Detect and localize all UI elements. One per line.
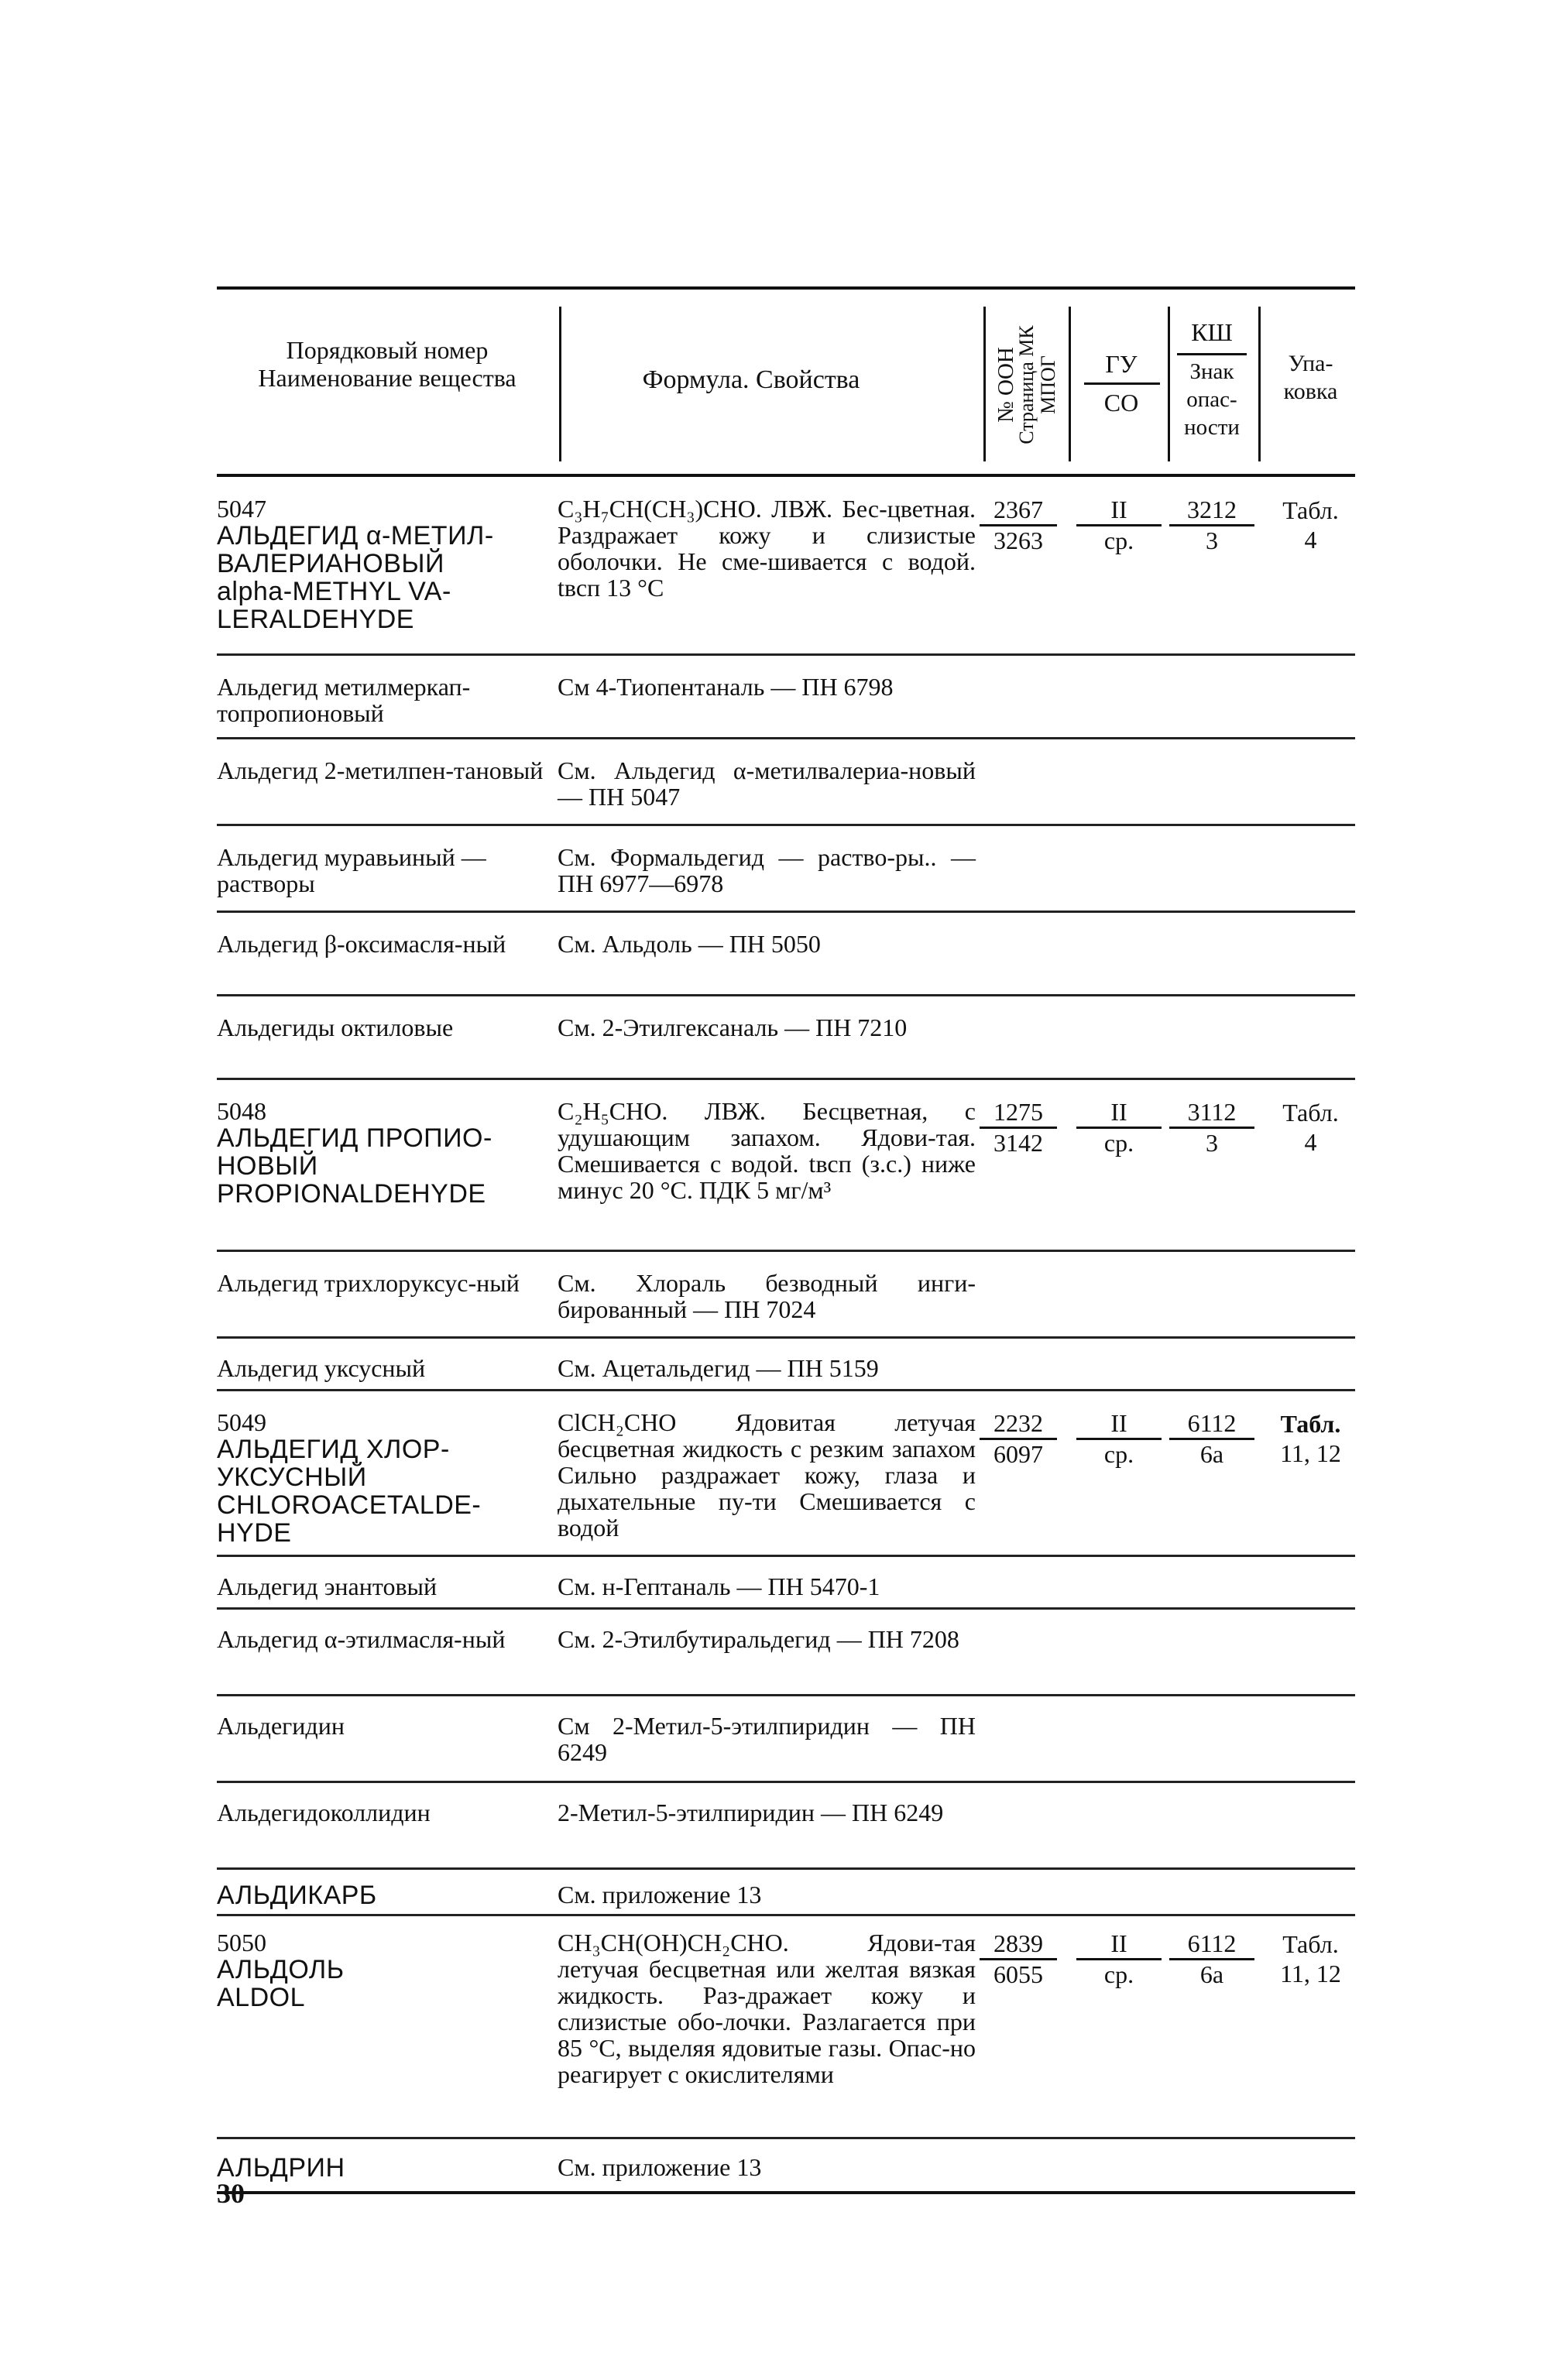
row-separator	[217, 1607, 1355, 1610]
pack-label: Табл.	[1282, 1099, 1339, 1127]
entry-row	[217, 1339, 1355, 1392]
header-gu-bar	[1084, 382, 1160, 385]
entry-name: Альдегид 2-метилпен-тановый	[217, 756, 544, 784]
row-separator	[217, 911, 1355, 913]
header-gu: ГУ	[1105, 350, 1138, 378]
entry-name: Альдегид β-оксимасля-ный	[217, 930, 506, 958]
ksh-value: 3212	[1169, 496, 1254, 526]
entry-number: 5048	[217, 1097, 266, 1125]
entry-row	[217, 740, 1355, 827]
entry-description: См. приложение 13	[558, 1881, 762, 1908]
row-separator	[217, 1781, 1355, 1783]
header-ksh: КШ	[1191, 318, 1233, 346]
header-co: СО	[1103, 389, 1139, 417]
pack-value: 4	[1304, 526, 1317, 554]
document-page	[217, 286, 1355, 2194]
entry-gu-co	[1076, 1409, 1162, 1469]
pack-value: 4	[1304, 1128, 1317, 1156]
entry-name: АЛЬДРИН	[217, 2153, 345, 2183]
header-formula-col: Формула. Свойства	[642, 365, 860, 394]
co-value: ср.	[1103, 1960, 1134, 1988]
entry-un-page	[980, 1409, 1057, 1469]
entry-pack	[1266, 1409, 1355, 1468]
entry-title-en: CHLOROACETALDE-HYDE	[217, 1490, 482, 1548]
entry-row	[217, 1917, 1355, 2140]
entry-name: Альдегид α-этилмасля-ный	[217, 1625, 506, 1653]
header-un-col: № ООН	[993, 347, 1018, 423]
entry-description: CH₃CH(OH)CH₂CHO. Ядови-тая летучая бесцветная или желтая вязкая жидкость. Раз-дражает кожу и слизистые обо-лочки. Разлагается при 85 °C, выделяя ядовитые газы. Опас-но реагирует с окислителями	[558, 1929, 976, 2088]
header-name-col: Порядковый номер Наименование вещества	[258, 336, 516, 392]
row-separator	[217, 1250, 1355, 1252]
entry-number: 5049	[217, 1408, 266, 1436]
page-number: 30	[217, 2178, 245, 2209]
co-value: ср.	[1103, 526, 1134, 554]
ksh-value: 3112	[1169, 1098, 1254, 1129]
row-separator	[217, 1389, 1355, 1391]
pack-value: 11, 12	[1280, 1439, 1341, 1467]
entry-name: Альдегид уксусный	[217, 1354, 426, 1382]
entry-name: Альдегидин	[217, 1712, 345, 1740]
header-divider	[983, 307, 986, 461]
entry-un-page	[980, 1929, 1057, 1989]
entry-title: АЛЬДЕГИД α-МЕТИЛ-ВАЛЕРИАНОВЫЙ	[217, 521, 494, 578]
entry-un-page	[980, 1098, 1057, 1157]
entry-row	[217, 477, 1355, 657]
entry-row	[217, 827, 1355, 914]
entry-row	[217, 1697, 1355, 1784]
entry-description: C₃H₇CH(CH₃)CHO. ЛВЖ. Бес-цветная. Раздражает кожу и слизистые оболочки. Не сме-шивается с водой. tвсп 13 °C	[558, 495, 976, 602]
znak-value: 6а	[1199, 1440, 1224, 1468]
entry-un-page	[980, 496, 1057, 555]
row-separator	[217, 737, 1355, 739]
entry-description: См. Формальдегид — раство-ры.. — ПН 6977—6978	[558, 843, 976, 897]
entry-description: 2-Метил-5-этилпиридин — ПН 6249	[558, 1799, 944, 1826]
header-divider	[1258, 307, 1261, 461]
entry-name	[217, 1929, 550, 2011]
mk-page: 6055	[993, 1960, 1043, 1988]
entry-row	[217, 1253, 1355, 1339]
row-separator	[217, 1078, 1355, 1080]
pack-label: Табл.	[1282, 1930, 1339, 1958]
entry-name: АЛЬДИКАРБ	[217, 1881, 377, 1910]
entry-row	[217, 914, 1355, 997]
znak-value: 3	[1206, 526, 1218, 554]
entry-ksh-znak	[1169, 1409, 1254, 1469]
entry-description: См. Ацетальдегид — ПН 5159	[558, 1354, 879, 1382]
entry-row	[217, 2140, 1355, 2194]
entry-gu-co	[1076, 496, 1162, 555]
entry-ksh-znak	[1169, 496, 1254, 555]
entry-name: Альдегид муравьиный — растворы	[217, 843, 486, 897]
mk-page: 3263	[993, 526, 1043, 554]
header-ksh-bar	[1177, 353, 1247, 355]
entry-title: АЛЬДЕГИД ХЛОР-УКСУСНЫЙ	[217, 1435, 450, 1492]
entry-title-en: PROPIONALDEHYDE	[217, 1179, 486, 1209]
entry-description: См. 2-Этилбутиральдегид — ПН 7208	[558, 1625, 959, 1653]
co-value: ср.	[1103, 1129, 1134, 1157]
entry-pack	[1266, 1929, 1355, 1988]
entry-description: См. Альдоль — ПН 5050	[558, 930, 821, 958]
table-header	[217, 290, 1355, 474]
pack-label: Табл.	[1282, 496, 1339, 524]
entry-title: АЛЬДОЛЬ	[217, 1955, 345, 1984]
entry-name: Альдегид трихлоруксус-ный	[217, 1269, 520, 1297]
row-separator	[217, 994, 1355, 996]
entry-gu-co	[1076, 1929, 1162, 1989]
pack-label: Табл.	[1280, 1410, 1341, 1438]
row-separator	[217, 1336, 1355, 1339]
entry-gu-co	[1076, 1098, 1162, 1157]
gu-value: II	[1076, 496, 1162, 526]
un-number: 2232	[980, 1409, 1057, 1440]
entry-pack	[1266, 1098, 1355, 1157]
row-separator	[217, 1867, 1355, 1870]
entry-title: АЛЬДЕГИД ПРОПИО-НОВЫЙ	[217, 1123, 492, 1181]
entry-description: См. н-Гептаналь — ПН 5470-1	[558, 1572, 880, 1600]
row-separator	[217, 1914, 1355, 1916]
entry-description: ClCH₂CHO Ядовитая летучая бесцветная жидкость с резким запахом Сильно раздражает кожу, глаза и дыхательные пу-ти Смешивается с водой	[558, 1408, 976, 1542]
entry-description: См. 2-Этилгексаналь — ПН 7210	[558, 1013, 908, 1041]
entry-row	[217, 1871, 1355, 1917]
entry-name: Альдегидоколлидин	[217, 1799, 431, 1826]
un-number: 2367	[980, 496, 1057, 526]
entry-number: 5050	[217, 1929, 266, 1956]
row-separator	[217, 824, 1355, 826]
un-number: 1275	[980, 1098, 1057, 1129]
entry-pack	[1266, 496, 1355, 554]
entry-name: Альдегид энантовый	[217, 1572, 438, 1600]
header-znak: Знак опас-ности	[1184, 359, 1240, 440]
entry-description: См. Хлораль безводный инги-бированный — ПН 7024	[558, 1269, 976, 1323]
entry-description: См 4-Тиопентаналь — ПН 6798	[558, 673, 894, 701]
entry-description: См. Альдегид α-метилвалериа-новый — ПН 5047	[558, 756, 976, 811]
znak-value: 6а	[1199, 1960, 1224, 1988]
gu-value: II	[1076, 1409, 1162, 1440]
gu-value: II	[1076, 1098, 1162, 1129]
entry-name: Альдегиды октиловые	[217, 1013, 454, 1041]
entry-number: 5047	[217, 495, 266, 523]
entry-name	[217, 1409, 550, 1547]
entry-description: C₂H₅CHO. ЛВЖ. Бесцветная, с удушающим запахом. Ядови-тая. Смешивается с водой. tвсп (з.с.) ниже минус 20 °C. ПДК 5 мг/м³	[558, 1097, 976, 1204]
row-separator	[217, 653, 1355, 656]
gu-value: II	[1076, 1929, 1162, 1960]
entry-description: См. приложение 13	[558, 2153, 762, 2181]
entry-ksh-znak	[1169, 1098, 1254, 1157]
mk-page: 3142	[993, 1129, 1043, 1157]
header-page-col: Страница МК МПОГ	[1015, 325, 1059, 444]
pack-value: 11, 12	[1280, 1960, 1341, 1987]
entry-ksh-znak	[1169, 1929, 1254, 1989]
entry-row	[217, 1392, 1355, 1558]
entry-title-en: alpha-METHYL VA-LERALDEHYDE	[217, 577, 451, 634]
entry-row	[217, 1610, 1355, 1697]
ksh-value: 6112	[1169, 1409, 1254, 1440]
row-separator	[217, 1555, 1355, 1557]
entry-row	[217, 1081, 1355, 1253]
entry-name: Альдегид метилмеркап-топропионовый	[217, 673, 471, 727]
row-separator	[217, 1694, 1355, 1696]
un-number: 2839	[980, 1929, 1057, 1960]
mk-page: 6097	[993, 1440, 1043, 1468]
entry-row	[217, 657, 1355, 740]
co-value: ср.	[1103, 1440, 1134, 1468]
entry-row	[217, 1558, 1355, 1610]
ksh-value: 6112	[1169, 1929, 1254, 1960]
row-separator	[217, 2137, 1355, 2139]
entry-name	[217, 1098, 550, 1208]
header-divider	[1069, 307, 1071, 461]
bottom-rule	[217, 2191, 1355, 2194]
entry-name	[217, 496, 550, 633]
entry-title-en: ALDOL	[217, 1983, 305, 2012]
header-upak: Упа-ковка	[1283, 351, 1338, 404]
entry-description: См 2-Метил-5-этилпиридин — ПН 6249	[558, 1712, 976, 1766]
entry-row	[217, 997, 1355, 1081]
entry-row	[217, 1784, 1355, 1871]
znak-value: 3	[1206, 1129, 1218, 1157]
